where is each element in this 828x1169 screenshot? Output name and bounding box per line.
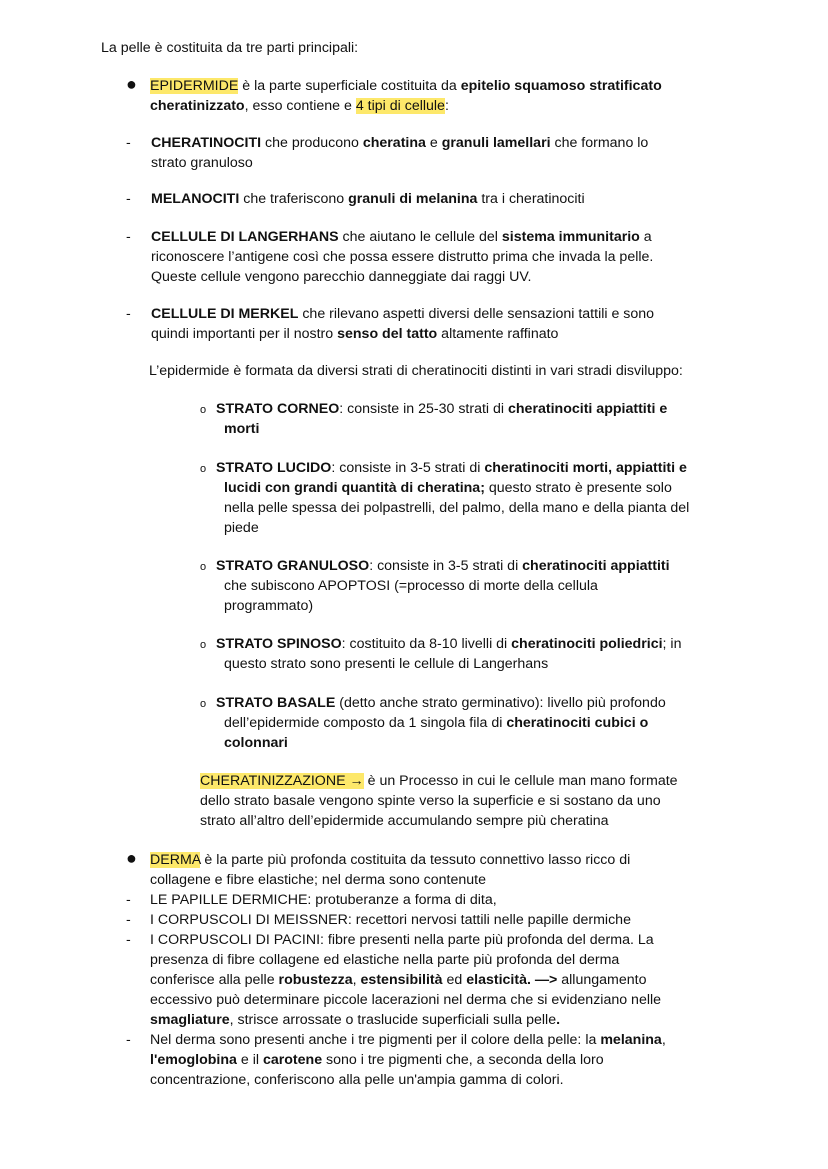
derma-item-pacini-line-4: eccessivo può determinare piccole lacerazioni nel derma che si evidenziano nelle [150, 992, 662, 1008]
strato-spinoso-line-2: questo strato sono presenti le cellule di Langerhans [224, 656, 549, 672]
epidermide-line-1: EPIDERMIDE è la parte superficiale costituita da epitelio squamoso stratificato [150, 78, 662, 94]
bullet-marker: ● [126, 74, 137, 94]
strato-basale-line-2: dell’epidermide composto da 1 singola fila di cheratinociti cubici o [224, 715, 649, 731]
derma-item-pigments-line-2: l'emoglobina e il carotene sono i tre pigmenti che, a seconda della loro [150, 1052, 604, 1068]
dash-marker: - [126, 932, 131, 948]
dash-marker: - [126, 229, 131, 245]
strato-basale-line-1: STRATO BASALE (detto anche strato germinativo): livello più profondo [216, 695, 666, 711]
circle-marker: o [200, 561, 207, 573]
derma-item-papille: LE PAPILLE DERMICHE: protuberanze a forma di dita, [150, 892, 497, 908]
strato-spinoso-line-1: STRATO SPINOSO: costituito da 8-10 livelli di cheratinociti poliedrici; in [216, 636, 682, 652]
derma-item-pacini-line-3: conferisce alla pelle robustezza, estensibilità ed elasticità. —> allungamento [150, 972, 647, 988]
dash-marker: - [126, 1032, 131, 1048]
strato-lucido-line-1: STRATO LUCIDO: consiste in 3-5 strati di cheratinociti morti, appiattiti e [216, 460, 687, 476]
bullet-marker: ● [126, 848, 137, 868]
dash-marker: - [126, 135, 131, 151]
dash-marker: - [126, 306, 131, 322]
strato-granuloso-line-3: programmato) [224, 598, 314, 614]
circle-marker: o [200, 698, 207, 710]
derma-item-pigments-line-3: concentrazione, conferiscono alla pelle un'ampia gamma di colori. [150, 1072, 564, 1088]
circle-marker: o [200, 639, 207, 651]
derma-item-meissner: I CORPUSCOLI DI MEISSNER: recettori nervosi tattili nelle papille dermiche [150, 912, 631, 928]
derma-item-pacini-line-1: I CORPUSCOLI DI PACINI: fibre presenti nella parte più profonda del derma. La [150, 932, 654, 948]
cell-cheratinociti-line-1: CHERATINOCITI che producono cheratina e granuli lamellari che formano lo [151, 135, 649, 151]
derma-line-2: collagene e fibre elastiche; nel derma sono contenute [150, 872, 486, 888]
keratin-term: CHERATINIZZAZIONE → [200, 773, 364, 789]
dash-marker: - [126, 191, 131, 207]
derma-line-1: DERMA è la parte più profonda costituita da tessuto connettivo lasso ricco di [150, 852, 631, 868]
circle-marker: o [200, 463, 207, 475]
derma-item-pacini-line-2: presenza di fibre collagene ed elastiche nella parte più profonda del derma [150, 952, 620, 968]
strato-granuloso-line-1: STRATO GRANULOSO: consiste in 3-5 strati di cheratinociti appiattiti [216, 558, 670, 574]
strato-lucido-line-4: piede [224, 520, 259, 536]
strato-lucido-line-2: lucidi con grandi quantità di cheratina; questo strato è presente solo [224, 480, 672, 496]
circle-marker: o [200, 404, 207, 416]
strato-corneo-line-1: STRATO CORNEO: consiste in 25-30 strati di cheratinociti appiattiti e [216, 401, 668, 417]
cell-merkel-line-1: CELLULE DI MERKEL che rilevano aspetti diversi delle sensazioni tattili e sono [151, 306, 655, 322]
cell-merkel-line-2: quindi importanti per il nostro senso del tatto altamente raffinato [151, 326, 559, 342]
cell-langerhans-line-2: riconoscere l’antigene così che possa essere distrutto prima che invada la pelle. [151, 249, 654, 265]
keratin-line-1: CHERATINIZZAZIONE → è un Processo in cui le cellule man mano formate [200, 773, 678, 789]
epidermide-term: EPIDERMIDE [150, 78, 239, 94]
cell-langerhans-line-1: CELLULE DI LANGERHANS che aiutano le cellule del sistema immunitario a [151, 229, 652, 245]
derma-term: DERMA [150, 852, 201, 868]
epidermide-line-2: cheratinizzato, esso contiene e 4 tipi di cellule: [150, 98, 449, 114]
cell-langerhans-line-3: Queste cellule vengono parecchio danneggiate dai raggi UV. [151, 269, 532, 285]
derma-item-pacini-line-5: smagliature, strisce arrossate o traslucide superficiali sulla pelle. [150, 1012, 561, 1028]
intro-text: La pelle è costituita da tre parti principali: [101, 40, 359, 56]
strato-lucido-line-3: nella pelle spessa dei polpastrelli, del palmo, della mano e della pianta del [224, 500, 690, 516]
derma-item-pigments-line-1: Nel derma sono presenti anche i tre pigmenti per il colore della pelle: la melanina, [150, 1032, 666, 1048]
strato-corneo-line-2: morti [224, 421, 260, 437]
strata-intro: L’epidermide è formata da diversi strati di cheratinociti distinti in vari stradi disviluppo: [149, 363, 683, 379]
dash-marker: - [126, 892, 131, 908]
strato-granuloso-line-2: che subiscono APOPTOSI (=processo di morte della cellula [224, 578, 598, 594]
keratin-line-2: dello strato basale vengono spinte verso la superficie e si sostano da uno [200, 793, 661, 809]
dash-marker: - [126, 912, 131, 928]
strato-basale-line-3: colonnari [224, 735, 288, 751]
cell-melanociti-line-1: MELANOCITI che traferiscono granuli di melanina tra i cheratinociti [151, 191, 585, 207]
cell-cheratinociti-line-2: strato granuloso [151, 155, 253, 171]
keratin-line-3: strato all’altro dell’epidermide accumulando sempre più cheratina [200, 813, 609, 829]
